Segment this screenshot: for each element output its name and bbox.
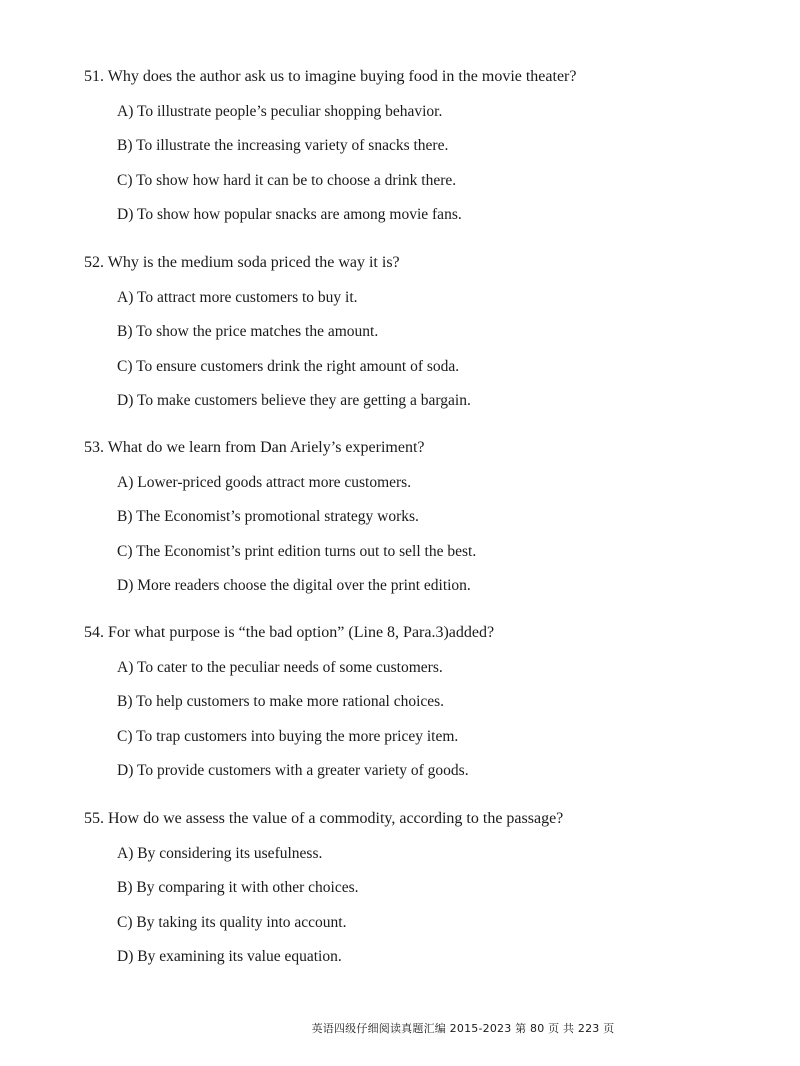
question-stem: 55. How do we assess the value of a commodity, according to the passage? — [84, 810, 564, 827]
question-stem: 53. What do we learn from Dan Ariely’s experiment? — [84, 439, 425, 456]
option-d: D) By examining its value equation. — [117, 948, 342, 965]
option-a: A) To illustrate people’s peculiar shopping behavior. — [117, 102, 443, 120]
option-c: C) By taking its quality into account. — [117, 913, 347, 931]
question-stem: 51. Why does the author ask us to imagine buying food in the movie theater? — [84, 68, 577, 85]
option-c: C) To show how hard it can be to choose a drink there. — [117, 171, 457, 189]
option-a: A) Lower-priced goods attract more customers. — [117, 473, 412, 491]
option-a: A) By considering its usefulness. — [117, 844, 323, 862]
option-b: B) To help customers to make more rational choices. — [117, 693, 445, 710]
page-footer: 英语四级仔细阅读真题汇编 2015-2023 第 80 页 共 223 页 — [311, 1022, 615, 1035]
option-d: D) To make customers believe they are getting a bargain. — [117, 392, 471, 409]
option-d: D) More readers choose the digital over the print edition. — [117, 577, 471, 594]
option-c: C) To ensure customers drink the right amount of soda. — [117, 357, 460, 375]
option-c: C) The Economist’s print edition turns out to sell the best. — [117, 542, 477, 560]
option-b: B) The Economist’s promotional strategy works. — [117, 508, 419, 525]
question-51 — [84, 67, 774, 225]
option-d: D) To provide customers with a greater variety of goods. — [117, 762, 469, 779]
option-a: A) To attract more customers to buy it. — [117, 288, 358, 306]
question-55 — [84, 809, 774, 967]
question-53 — [84, 438, 774, 596]
question-stem: 52. Why is the medium soda priced the way it is? — [84, 254, 400, 271]
option-d: D) To show how popular snacks are among movie fans. — [117, 206, 462, 223]
option-b: B) To illustrate the increasing variety of snacks there. — [117, 137, 449, 154]
option-a: A) To cater to the peculiar needs of some customers. — [117, 658, 443, 676]
option-b: B) By comparing it with other choices. — [117, 879, 359, 896]
question-stem: 54. For what purpose is “the bad option” (Line 8, Para.3)added? — [84, 624, 495, 641]
option-b: B) To show the price matches the amount. — [117, 323, 379, 340]
option-c: C) To trap customers into buying the more pricey item. — [117, 727, 459, 745]
question-54 — [84, 623, 774, 781]
question-52 — [84, 253, 774, 411]
